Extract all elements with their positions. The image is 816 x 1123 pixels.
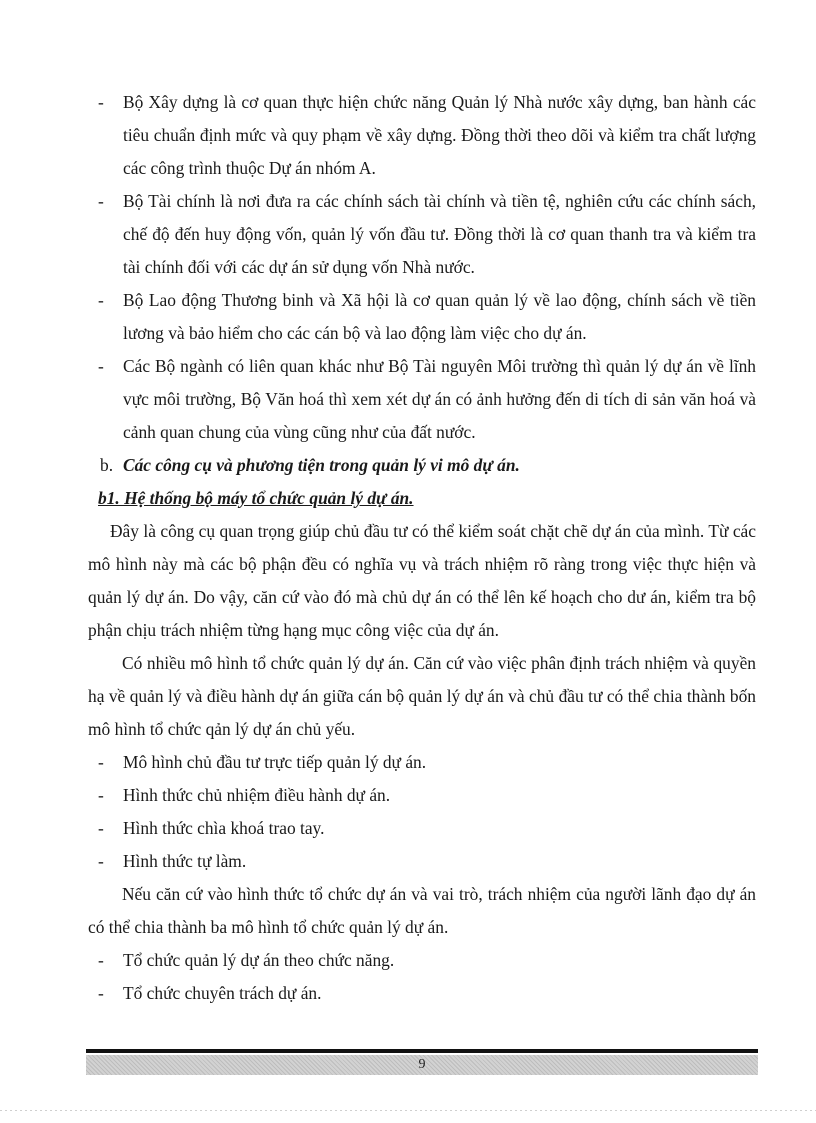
list-item-text: Hình thức chìa khoá trao tay.: [123, 818, 325, 838]
list-item-text: Tổ chức chuyên trách dự án.: [123, 983, 322, 1003]
bullet-dash: -: [98, 290, 104, 310]
paragraph: Có nhiều mô hình tổ chức quản lý dự án. Căn cứ vào việc phân định trách nhiệm và quyền hạ về quản lý và điều hành dự án giữa cán bộ quản lý dự án và chủ đầu tư có thể chia thành bốn mô hình tổ chức qản lý dự án chủ yếu.: [88, 653, 756, 739]
bullet-dash: -: [98, 950, 104, 970]
paragraph: Đây là công cụ quan trọng giúp chủ đầu tư có thể kiểm soát chặt chẽ dự án của mình. Từ các mô hình này mà các bộ phận đều có nghĩa vụ và trách nhiệm rõ ràng trong việc thực hiện và quản lý dự án. Do vậy, căn cứ vào đó mà chủ dự án có thể lên kế hoạch cho dư án, kiểm tra bộ phận chịu trách nhiệm từng hạng mục công việc của dự án.: [88, 521, 756, 640]
list-item: [88, 812, 756, 845]
list-item-text: Các Bộ ngành có liên quan khác như Bộ Tài nguyên Môi trường thì quản lý dự án về lĩnh vực môi trường, Bộ Văn hoá thì xem xét dự án có ảnh hưởng đến di tích di sản văn hoá và cảnh quan chung của vùng cũng như của đất nước.: [123, 356, 756, 442]
list-item-text: Tổ chức quản lý dự án theo chức năng.: [123, 950, 395, 970]
bullet-dash: -: [98, 356, 104, 376]
section-heading-b: [88, 449, 756, 482]
bullet-dash: -: [98, 851, 104, 871]
paragraph: Nếu căn cứ vào hình thức tổ chức dự án và vai trò, trách nhiệm của người lãnh đạo dự án có thể chia thành ba mô hình tổ chức quản lý dự án.: [88, 884, 756, 937]
section-heading-text: Các công cụ và phương tiện trong quản lý vi mô dự án: [123, 455, 516, 475]
list-item-text: Hình thức chủ nhiệm điều hành dự án.: [123, 785, 391, 805]
list-item-text: Hình thức tự làm.: [123, 851, 247, 871]
list-item-text: Bộ Lao động Thương binh và Xã hội là cơ quan quản lý về lao động, chính sách về tiền lương và bảo hiểm cho các cán bộ và lao động làm việc cho dự án.: [123, 290, 756, 343]
bullet-dash: -: [98, 785, 104, 805]
list-item: [88, 185, 756, 284]
footer-rule: [86, 1049, 758, 1053]
bullet-dash: -: [98, 818, 104, 838]
page-number: 9: [418, 1057, 426, 1072]
bullet-dash: -: [98, 191, 104, 211]
list-item: [88, 86, 756, 185]
list-item-text: Bộ Xây dựng là cơ quan thực hiện chức năng Quản lý Nhà nước xây dựng, ban hành các tiêu chuẩn định mức và quy phạm về xây dựng. Đồng thời theo dõi và kiểm tra chất lượng các công trình thuộc Dự án nhóm A.: [123, 92, 756, 178]
list-item: [88, 845, 756, 878]
list-item-text: Bộ Tài chính là nơi đưa ra các chính sách tài chính và tiền tệ, nghiên cứu các chính sách, chế độ đến huy động vốn, quản lý vốn đầu tư. Đồng thời là cơ quan thanh tra và kiểm tra tài chính đối với các dự án sử dụng vốn Nhà nước.: [123, 191, 756, 277]
document-page: [88, 86, 756, 1010]
list-item: [88, 350, 756, 449]
section-marker: b.: [100, 455, 114, 475]
section-heading-period: .: [515, 455, 520, 475]
list-item: [88, 284, 756, 350]
list-item: [88, 944, 756, 977]
list-item: [88, 779, 756, 812]
subsection-heading-b1: b1. Hệ thống bộ máy tổ chức quản lý dự án.: [98, 488, 414, 508]
bullet-dash: -: [98, 92, 104, 112]
bullet-dash: -: [98, 983, 104, 1003]
footer-band: [86, 1055, 758, 1075]
list-item-text: Mô hình chủ đầu tư trực tiếp quản lý dự án.: [123, 752, 427, 772]
bullet-dash: -: [98, 752, 104, 772]
list-item: [88, 977, 756, 1010]
list-item: [88, 746, 756, 779]
page-bottom-divider: [0, 1110, 816, 1111]
